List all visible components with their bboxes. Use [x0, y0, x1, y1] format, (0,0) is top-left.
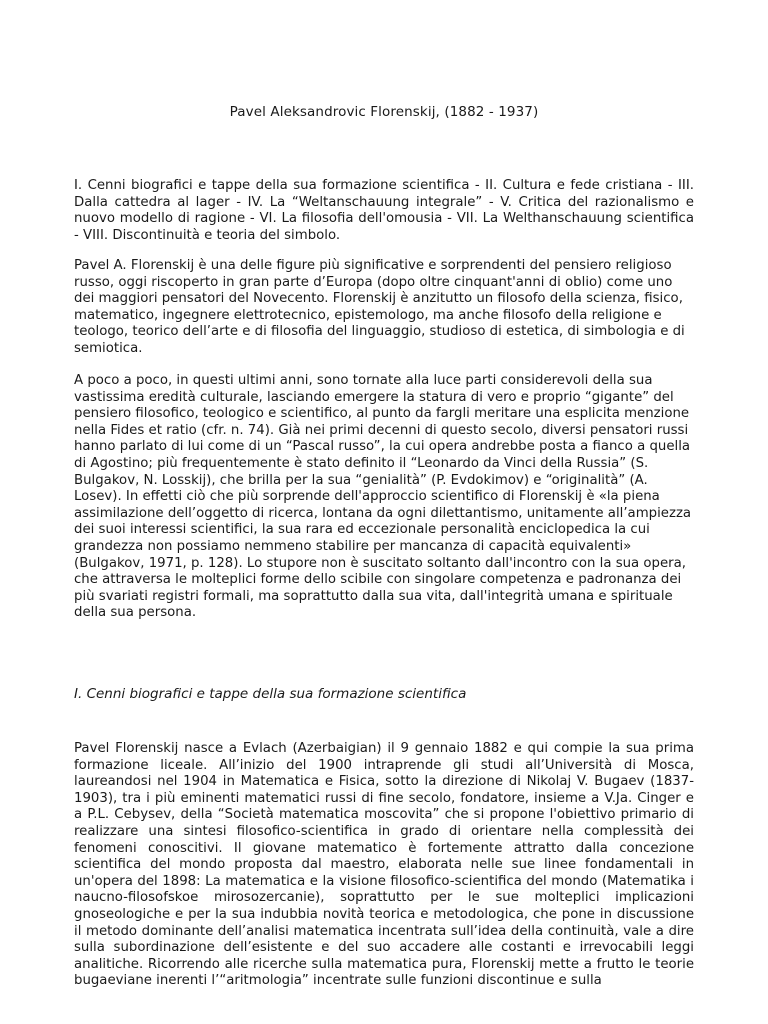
intro-paragraph-1: Pavel A. Florenskij è una delle figure più significative e sorprendenti del pensiero religioso russo, oggi riscoperto in gran parte d’Europa (dopo oltre cinquant'anni di oblio) come uno dei maggiori pensatori del Novecento. Florenskij è anzitutto un filosofo della scienza, fisico, matematico, ingegnere elettrotecnico, epistemologo, ma anche filosofo della religione e teologo, teorico dell’arte e di filosofia del linguaggio, studioso di estetica, di simbologia e di semiotica. [74, 258, 685, 356]
section-heading-1: I. Cenni biografici e tappe della sua formazione scientifica [74, 686, 467, 702]
intro-paragraph-2: A poco a poco, in questi ultimi anni, sono tornate alla luce parti considerevoli della sua vastissima eredità culturale, lasciando emergere la statura di vero e proprio “gigante” del pensiero filosofico, teologico e scientifico, al punto da fargli meritare una esplicita menzione nella Fides et ratio (cfr. n. 74). Già nei primi decenni di questo secolo, diversi pensatori russi hanno parlato di lui come di un “Pascal russo”, la cui opera andrebbe posta a fianco a quella di Agostino; più frequentemente è stato definito il “Leonardo da Vinci della Russia” (S. Bulgakov, N. Losskij), che brilla per la sua “genialità” (P. Evdokimov) e “originalità” (A. Losev). In effetti ciò che più sorprende dell'approccio scientifico di Florenskij è «la piena assimilazione dell’oggetto di ricerca, lontana da ogni dilettantismo, unitamente all’ampiezza dei suoi interessi scientifici, la sua rara ed eccezionale personalità enciclopedica la cui grandezza non possiamo nemmeno stabilire per mancanza di capacità equivalenti» (Bulgakov, 1971, p. 128). Lo stupore non è suscitato soltanto dall'incontro con la sua opera, che attraversa le molteplici forme dello scibile con singolare competenza e padronanza dei più svariati registri formali, ma soprattutto dalla sua vita, dall'integrità umana e spirituale della sua persona. [74, 373, 692, 621]
page-title: Pavel Aleksandrovic Florenskij, (1882 - 1937) [229, 104, 539, 120]
section-1-paragraph: Pavel Florenskij nasce a Evlach (Azerbaigian) il 9 gennaio 1882 e qui compie la sua prima formazione liceale. All’inizio del 1900 intraprende gli studi all’Università di Mosca, laureandosi nel 1904 in Matematica e Fisica, sotto la direzione di Nikolaj V. Bugaev (1837-1903), tra i più eminenti matematici russi di fine secolo, fondatore, insieme a V.Ja. Cinger e a P.L. Cebysev, della “Società matematica moscovita” che si propone l'obiettivo primario di realizzare una sintesi filosofico-scientifica in grado di orientare nella complessità dei fenomeni conoscitivi. Il giovane matematico è fortemente attratto dalla concezione scientifica del mondo proposta dal maestro, elaborata nelle sue linee fondamentali in un'opera del 1898: La matematica e la visione filosofico-scientifica del mondo (Matematika i naucno-filosofskoe mirosozercanie), soprattutto per le sue molteplici implicazioni gnoseologiche e per la sua indubbia novità teorica e metodologica, che pone in discussione il metodo dominante dell’analisi matematica incentrata sull’idea della continuità, vale a dire sulla subordinazione dell’esistente e del suo accadere alle costanti e irrevocabili leggi analitiche. Ricorrendo alle ricerche sulla matematica pura, Florenskij mette a frutto le teorie bugaeviane inerenti l’“aritmologia” incentrate sulle funzioni discontinue e sulla [74, 741, 694, 989]
table-of-contents-paragraph: I. Cenni biografici e tappe della sua formazione scientifica - II. Cultura e fede cristiana - III. Dalla cattedra al lager - IV. La “Weltanschauung integrale” - V. Critica del razionalismo e nuovo modello di ragione - VI. La filosofia dell'omousia - VII. La Welthanschauung scientifica - VIII. Discontinuità e teoria del simbolo. [74, 178, 694, 243]
